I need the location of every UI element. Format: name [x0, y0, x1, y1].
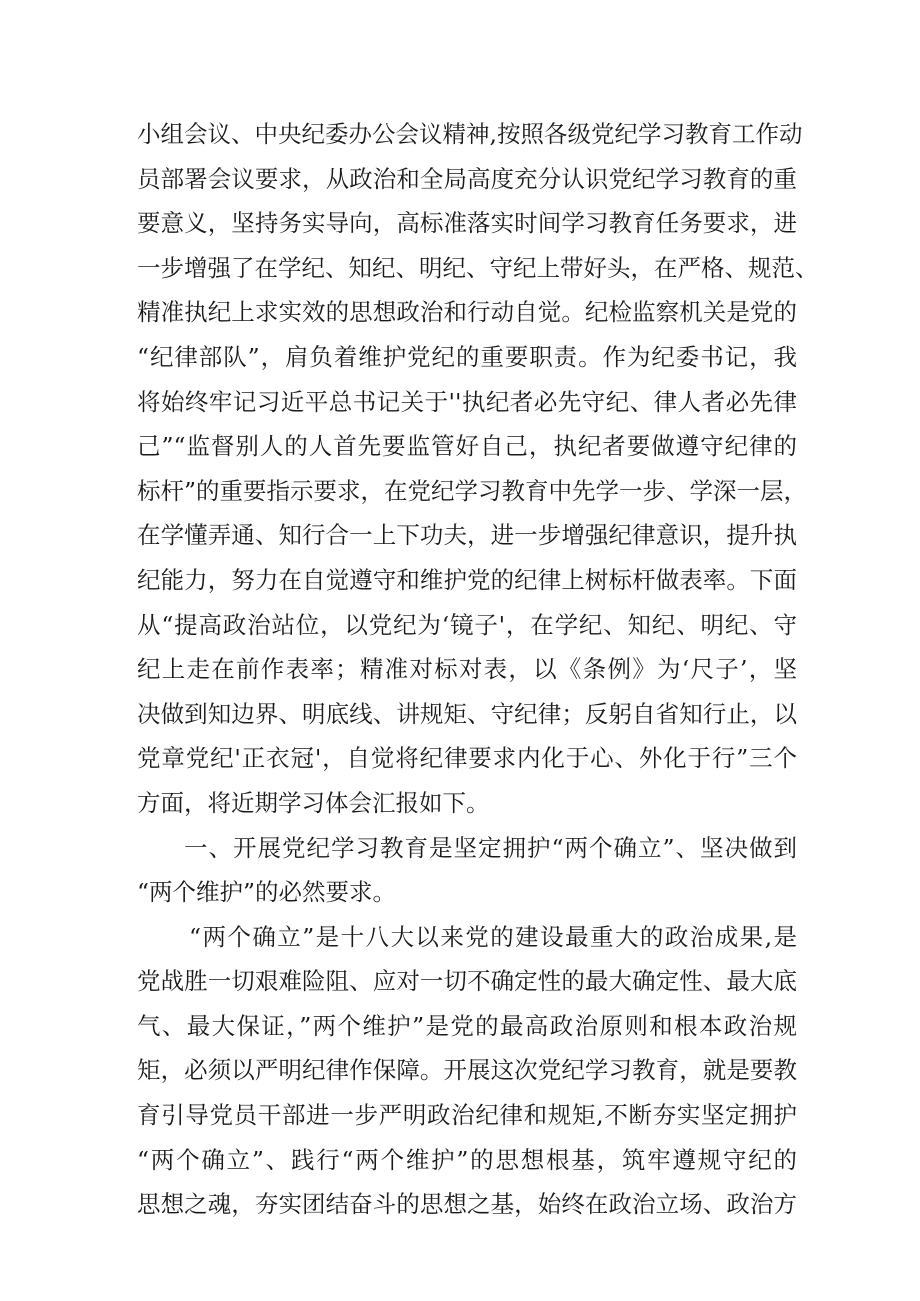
text-line: 党章党纪'正衣冠'，自觉将纪律要求内化于心、外化于行”三个 — [137, 744, 797, 773]
text-line: 纪上走在前作表率；精准对标对表，以《条例》为‘尺子’，坚 — [137, 655, 797, 684]
text-line: 党战胜一切艰难险阻、应对一切不确定性的最大确定性、最大底 — [137, 967, 797, 996]
text-line: 要意义，坚持务实导向，高标准落实时间学习教育任务要求，进 — [137, 209, 797, 238]
text-line: 一步增强了在学纪、知纪、明纪、守纪上带好头，在严格、规范、 — [137, 253, 819, 282]
section-heading-1 — [137, 826, 797, 915]
text-line: 员部署会议要求，从政治和全局高度充分认识党纪学习教育的重 — [137, 164, 797, 193]
text-line: 精准执纪上求实效的思想政治和行动自觉。纪检监察机关是党的 — [137, 298, 797, 327]
text-line: 将始终牢记习近平总书记关于''执纪者必先守纪、律人者必先律 — [137, 387, 797, 416]
paragraph-2 — [137, 915, 797, 1227]
text-line: 从“提高政治站位，以党纪为‘镜子'，在学纪、知纪、明纪、守 — [137, 610, 797, 639]
text-line: “两个确立”是十八大以来党的建设最重大的政治成果,是 — [189, 922, 797, 951]
text-line: 育引导党员干部进一步严明政治纪律和规矩,不断夯实坚定拥护 — [137, 1101, 797, 1130]
heading-line: 一、开展党纪学习教育是坚定拥护“两个确立”、坚决做到 — [184, 833, 797, 862]
text-line: 方面，将近期学习体会汇报如下。 — [137, 788, 490, 817]
text-line: 矩，必须以严明纪律作保障。开展这次党纪学习教育，就是要教 — [137, 1056, 797, 1085]
text-line: 标杆”的重要指示要求，在党纪学习教育中先学一步、学深一层， — [137, 476, 808, 505]
text-line: 己”“监督别人的人首先要监管好自己，执纪者要做遵守纪律的 — [137, 432, 797, 461]
document-body — [137, 112, 819, 1227]
text-line: 气、最大保证，”两个维护”是党的最高政治原则和根本政治规 — [137, 1011, 797, 1040]
text-line: “两个确立”、践行“两个维护”的思想根基，筑牢遵规守纪的 — [137, 1145, 797, 1174]
text-line: 纪能力，努力在自觉遵守和维护党的纪律上树标杆做表率。下面 — [137, 565, 797, 594]
heading-line: “两个维护”的必然要求。 — [137, 878, 397, 907]
text-line: 决做到知边界、明底线、讲规矩、守纪律；反躬自省知行止，以 — [137, 699, 797, 728]
paragraph-intro — [137, 112, 819, 826]
text-line: 小组会议、中央纪委办公会议精神,按照各级党纪学习教育工作动 — [137, 120, 803, 148]
text-line: 思想之魂，夯实团结奋斗的思想之基，始终在政治立场、政治方 — [137, 1190, 797, 1219]
text-line: “纪律部队”，肩负着维护党纪的重要职责。作为纪委书记，我 — [137, 342, 797, 371]
text-line: 在学懂弄通、知行合一上下功夫，进一步增强纪律意识，提升执 — [137, 521, 797, 550]
